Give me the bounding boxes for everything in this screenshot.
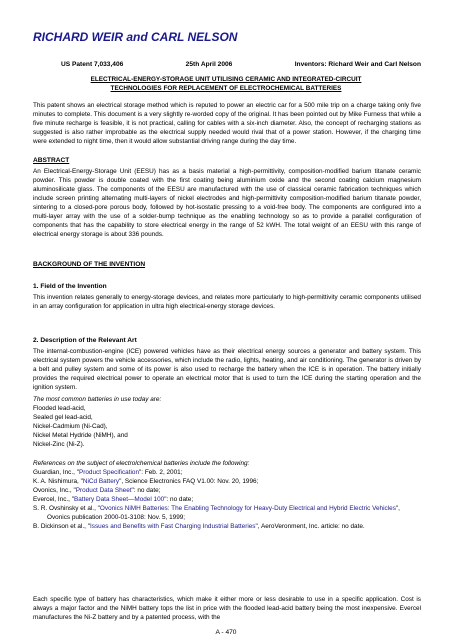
background-heading: BACKGROUND OF THE INVENTION [33,261,146,268]
list-item: Nickel-Zinc (Ni-Z). [33,441,85,448]
reference-item [33,522,421,531]
reference-link[interactable]: Product Data Sheet [75,487,132,494]
reference-suffix: ": Feb. 2, 2001; [139,469,183,476]
prior-art-heading: 2. Description of the Relevant Art [33,337,137,344]
reference-item [33,468,421,477]
list-item: Nickel-Cadmium (Ni-Cad), [33,423,108,430]
batteries-intro: The most common batteries in use today are: [33,396,162,403]
list-item: Flooded lead-acid, [33,405,86,412]
subtitle-line-2: TECHNOLOGIES FOR REPLACEMENT OF ELECTROCHEMICAL BATTERIES [110,85,342,92]
references-intro: References on the subject of electrolchemical batteries include the following: [33,460,250,467]
reference-prefix: S. R. Ovshinsky et al., " [33,505,100,512]
reference-link[interactable]: Issues and Benefits with Fast Charging Industrial Batteries [89,523,256,530]
prior-art-paragraph: The internal-combustion-engine (ICE) powered vehicles have as their electrical energy sources a generator and battery system. This electrical system powers the vehicle accessories, which include the radio, lights, heating, and air conditioning. The generator is driven by a belt and pulley system and some of its power is also used to recharge the battery when the ICE is in operation. The battery initially provides the required electrical power to operate an electrical motor that is used to turn the ICE during the starting operation and the ignition system. [33,348,421,391]
reference-suffix: ": no date; [164,496,194,503]
reference-prefix: Ovonics, Inc., " [33,487,76,494]
reference-item [33,477,421,486]
field-heading: 1. Field of the Invention [33,283,107,290]
reference-suffix: ", Science Electronics FAQ V1.00: Nov. 20, 1996; [119,478,259,485]
subtitle-line-1: ELECTRICAL-ENERGY-STORAGE UNIT UTILISING CERAMIC AND INTEGRATED-CIRCUIT [90,76,362,83]
page-title: RICHARD WEIR and CARL NELSON [33,30,238,44]
abstract-heading: ABSTRACT [33,157,70,164]
abstract-paragraph: An Electrical-Energy-Storage Unit (EESU) has as a basis material a high-permittivity, composition-modified barium titanate ceramic powder. This powder is double coated with the first coating being aluminium oxide and the second coating calcium magnesium aluminosilicate glass. The components of the EESU are manufactured with the use of classical ceramic fabrication techniques which include screen printing alternating multi-layers of nickel electrodes and high-permittivity composition-modified barium titanate powder, sintering to a closed-pore porous body, followed by hot-isostatic pressing to a void-free body. The components are configured into a multi-layer array with the use of a solder-bump technique as the enabling technology so as to provide a parallel configuration of components that has the capability to store electrical energy in the range of 52 kWH. The total weight of an EESU with this range of electrical energy storage is about 336 pounds. [33,168,421,238]
patent-inventors: Inventors: Richard Weir and Carl Nelson [294,61,421,68]
closing-paragraph: Each specific type of battery has characteristics, which make it either more or less desirable to use in a specific application. Cost is always a major factor and the NiMH battery tops the list in price with the flooded lead-acid battery being the most inexpensive. Evercel manufactures the Ni-Z battery and by a patented process, with the [33,596,421,621]
patent-date: 25th April 2006 [185,61,233,68]
reference-link[interactable]: NiCd Battery [82,478,120,485]
intro-paragraph: This patent shows an electrical storage method which is reputed to power an electric car for a 500 mile trip on a charge taking only five minutes to complete. This document is a very slightly re-worded copy of the original. It has been pointed out by Mike Furness that while a five minute recharge is feasible, it is not practical, calling for cables with a six-inch diameter. Also, the concept of recharging stations as suggested is also rather improbable as the electrical supply needed would rival that of a power station. However, if the charging time were extended to night time, then it would allow substantial driving range during the day time. [33,102,421,145]
reference-suffix: ", AeroVeronment, Inc. article: no date. [255,523,365,530]
patent-number: US Patent 7,033,406 [61,61,124,68]
list-item: Sealed gel lead-acid, [33,414,93,421]
reference-suffix: ", Ovonics publication 2000-01-3108: Nov. 5, 1999; [47,505,400,521]
list-item: Nickel Metal Hydride (NiMH), and [33,432,128,439]
reference-link[interactable]: Ovonics NiMH Batteries: The Enabling Technology for Heavy-Duty Electrical and Hybrid Electric Vehicles [99,505,396,512]
reference-prefix: Evercel, Inc., " [33,496,74,503]
reference-prefix: Guardian, Inc., " [33,469,79,476]
batteries-list [33,404,421,449]
page-number: A - 470 [215,629,237,636]
references-list [33,468,421,531]
field-paragraph: This invention relates generally to energy-storage devices, and relates more particularly to high-permittivity ceramic components utilised in an array configuration for application in ultra high electrical-energy storage devices. [33,294,421,310]
reference-prefix: K. A. Nishimura, " [33,478,83,485]
reference-link[interactable]: Product Specification [78,469,140,476]
reference-item [33,495,421,504]
patent-info-line [61,61,421,68]
reference-prefix: B. Dickinson et al., " [33,523,90,530]
document-subtitle [33,75,419,93]
reference-item [33,486,421,495]
reference-item [33,504,421,522]
reference-link[interactable]: Battery Data Sheet—Model 100 [73,496,165,503]
reference-suffix: ": no date; [131,487,161,494]
